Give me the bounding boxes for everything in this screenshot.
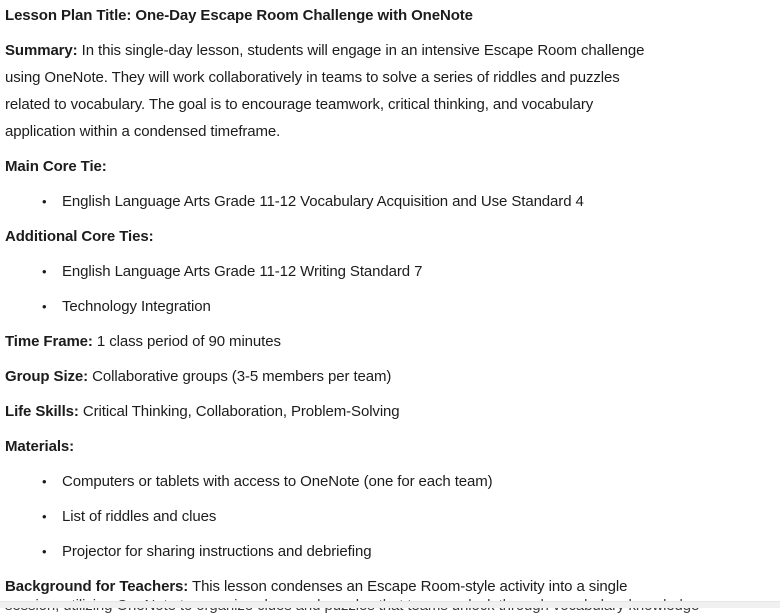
label-text: Collaborative groups (3-5 members per team) [92, 368, 392, 385]
text-line [5, 2, 770, 29]
label-text: One-Day Escape Room Challenge with OneNote [135, 7, 473, 24]
text-line [5, 573, 770, 600]
bullet-item-english-language-arts-grade-11-12-vocabu [5, 188, 770, 215]
bullet-dot-icon: • [42, 264, 47, 279]
bullet-dot-icon: • [42, 509, 47, 524]
text-line: Main Core Tie: [5, 158, 107, 175]
bullet-item-english-language-arts-grade-11-12-writin [5, 258, 770, 285]
bullet-dot-icon: • [42, 474, 47, 489]
bullet-item-projector-for-sharing-instructions-and-d [5, 538, 770, 565]
bold-label: Group Size: [5, 368, 89, 385]
paragraph-time-frame [5, 328, 770, 355]
heading-materials [5, 433, 770, 460]
heading-additional-core-ties [5, 223, 770, 250]
bullet-text: English Language Arts Grade 11-12 Vocabulary Acquisition and Use Standard 4 [62, 193, 584, 210]
bullet-text: Projector for sharing instructions and debriefing [62, 543, 372, 560]
bold-label: Background for Teachers: [5, 578, 189, 595]
bullet-item-computers-or-tablets-with-access-to-onen [5, 468, 770, 495]
bullet-item-list-of-riddles-and-clues [5, 503, 770, 530]
bullet-item-technology-integration [5, 293, 770, 320]
text-line [5, 328, 770, 355]
text-line [5, 398, 770, 425]
bullet-text: Technology Integration [62, 298, 211, 315]
bold-label: Life Skills: [5, 403, 79, 420]
bullet-dot-icon: • [42, 544, 47, 559]
bullet-text: List of riddles and clues [62, 508, 217, 525]
label-text: This lesson condenses an Escape Room-style activity into a single [192, 578, 628, 595]
text-line: using OneNote. They will work collaboratively in teams to solve a series of riddles and puzzles [5, 69, 620, 86]
paragraph-group-size [5, 363, 770, 390]
page-bottom-strip [0, 602, 780, 608]
bullet-text: English Language Arts Grade 11-12 Writing Standard 7 [62, 263, 423, 280]
text-line: Materials: [5, 438, 75, 455]
bullet-dot-icon: • [42, 194, 47, 209]
heading-main-core-tie [5, 153, 770, 180]
label-text: 1 class period of 90 minutes [96, 333, 281, 350]
bullet-dot-icon: • [42, 299, 47, 314]
paragraph-lesson-plan-title [5, 2, 770, 29]
text-line: application within a condensed timeframe. [5, 123, 281, 140]
bold-label: Lesson Plan Title: [5, 7, 132, 24]
bullet-text: Computers or tablets with access to OneNote (one for each team) [62, 473, 493, 490]
bold-label: Time Frame: [5, 333, 93, 350]
text-line [5, 363, 770, 390]
text-line: related to vocabulary. The goal is to encourage teamwork, critical thinking, and vocabulary [5, 96, 594, 113]
bold-label: Summary: [5, 42, 78, 59]
paragraph-summary [5, 37, 770, 145]
text-line: Additional Core Ties: [5, 228, 154, 245]
label-text: In this single-day lesson, students will engage in an intensive Escape Room challenge [81, 42, 645, 59]
paragraph-life-skills [5, 398, 770, 425]
text-line [5, 37, 770, 64]
label-text: Critical Thinking, Collaboration, Problem-Solving [82, 403, 400, 420]
